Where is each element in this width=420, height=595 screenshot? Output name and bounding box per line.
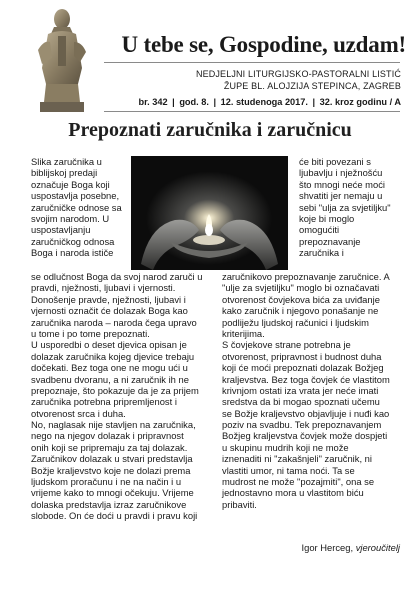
issue-separator: | (213, 97, 217, 107)
text-line: Božjeg kraljevstva čovjek može dospjeti (222, 430, 388, 442)
text-line: uspostavlja posebne, (31, 190, 120, 202)
text-line: kriterijima. (222, 327, 265, 339)
text-line: dolazak zaručnika kojeg djevice trebaju (31, 350, 195, 362)
masthead-subtitle-line-1: NEDJELJNI LITURGIJSKO-PASTORALNI LISTIĆ (195, 69, 401, 79)
text-line: prepoznavanje (299, 235, 361, 247)
text-line: vrijeme kako to mnogi očekuju. Vrijeme (31, 487, 194, 499)
text-line: svadbenu dvoranu, a ni zaručnik ih ne (31, 373, 189, 385)
text-line: kako zaručnik i njegovo ponašanje ne (222, 305, 379, 317)
text-line: kraljevstva. Bez toga čovjek će vlastitom (222, 373, 390, 385)
text-line: pravdi, nježnosti, ljubavi i vjernosti. (31, 282, 176, 294)
text-line: shvatiti jer nemaju u (299, 190, 383, 202)
text-line: koje bi moglo (299, 212, 355, 224)
text-line: će biti povezani s (299, 156, 371, 167)
text-line: iznenaditi ni "zakašnjeli" zaručnik, ni (222, 453, 372, 465)
text-line: biblijskoj predaji (31, 167, 98, 179)
text-line: zaručnikovo prepoznavanje zaručnice. A (222, 271, 390, 282)
text-line: se odlučnost Boga da svoj narod zaruči u (31, 271, 203, 282)
text-line: zaručnika potrebna pripremljenost i (31, 396, 177, 408)
text-line: slobode. On će doći u pravdi i pravu koji (31, 510, 198, 522)
issue-separator: | (312, 97, 316, 107)
text-line: što mnogi neće moći (299, 178, 385, 190)
article-column-left (31, 271, 202, 522)
text-line: sebi "ulja za svjetiljku" (299, 201, 391, 213)
text-line: U usporedbi o deset djevica opisan je (31, 339, 187, 351)
text-line: Slika zaručnika u (31, 156, 102, 167)
text-line: otvorenost čovjekova bića za uviđanje (222, 293, 380, 305)
issue-number: br. 342 (138, 97, 168, 107)
issue-liturgical-sunday: 32. kroz godinu / A (319, 97, 401, 107)
text-line: uspostavljanju (31, 224, 91, 236)
article-column-right (222, 271, 390, 510)
text-line: zaručničke odnose sa (31, 201, 122, 213)
text-line: dolaska predstavlja izraz zaručnikove (31, 498, 187, 510)
masthead-rule-bottom (104, 111, 400, 112)
text-line: u tome i po tome prepoznati. (31, 327, 150, 339)
text-line: podliježu ljudskoj računici i ljudskim (222, 316, 369, 328)
author-name: Igor Herceg, (301, 542, 354, 553)
text-line: sredstva da bi mogao spoznati učemu (222, 396, 380, 408)
text-line: u skupinu mudrih koji ne može (222, 441, 349, 453)
text-line: krivnjom ostati iza vrata jer neće imati (222, 384, 379, 396)
text-line: Boga i naroda ističe (31, 247, 114, 259)
masthead-subtitle-line-2: ŽUPE BL. ALOJZIJA STEPINCA, ZAGREB (223, 81, 401, 91)
issue-line (138, 97, 401, 107)
article-column-left-top (31, 156, 122, 259)
article-column-right-top (299, 156, 391, 259)
text-line: zaručnika naroda – naroda čega upravo (31, 316, 197, 328)
text-line: se Božje kraljevstvo objavljuje i nuđi kao (222, 407, 390, 419)
issue-year: god. 8. (179, 97, 209, 107)
text-line: vlastiti umor, ni tama noći. Ta se (222, 464, 355, 476)
text-line: mudrost ne može "pozajmiti", ona se (222, 476, 375, 488)
text-line: dočekati. Bez toga one ne mogu ući u (31, 362, 188, 374)
issue-separator: | (172, 97, 175, 107)
author-role: vjeroučitelj (355, 542, 400, 553)
text-line: zaručničkog odnosa (31, 235, 115, 247)
article-signature (302, 542, 401, 553)
text-line: svojim narodom. U (31, 212, 110, 224)
text-line: označuje Boga koji (31, 178, 110, 190)
text-line: Zaručnikov dolazak u stvari predstavlja (31, 453, 193, 465)
text-line: No, naglasak nije stavljen na zaručnika, (31, 419, 196, 431)
text-line: vjernosti označit će dolazak Boga kao (31, 305, 188, 317)
text-line: onih koji se pripremaju za taj dolazak. (31, 441, 188, 453)
article-title: Prepoznati zaručnika i zaručnicu (68, 119, 352, 141)
text-line: otvorenost, pripravnost i budnost duha (222, 350, 382, 362)
issue-date: 12. studenoga 2017. (220, 97, 308, 107)
candle-in-hands-photo (131, 156, 288, 270)
text-line: Donošenje pravde, nježnosti, ljubavi i (31, 293, 186, 305)
text-line: S čovjekove strane potrebna je (222, 339, 351, 351)
text-line: omogućiti (299, 224, 340, 236)
text-line: prepoznaje, što pokazuje da je za prijem (31, 384, 199, 396)
masthead-rule-top (104, 62, 400, 63)
text-line: otvorenost srca i duha. (31, 407, 126, 419)
text-line: jednostavno mora u vlastitom biću (222, 487, 364, 499)
text-line: koji će moći prepoznati dolazak Božjeg (222, 362, 384, 374)
text-line: zaručnika i (299, 247, 344, 259)
stepinac-statue-image (30, 6, 94, 114)
text-line: poziv na svadbu. Tek prepoznavanjem (222, 419, 382, 431)
text-line: ljubavlju i nježnošću (299, 167, 383, 179)
text-line: ljudskom proračunu i ne na način i u (31, 476, 182, 488)
masthead-title: U tebe se, Gospodine, uzdam! (121, 32, 406, 57)
text-line: pribaviti. (222, 498, 257, 510)
text-line: Božje kraljevstvo koje ne dolazi prema (31, 464, 191, 476)
text-line: "ulje za svjetiljku" moglo bi označavati (222, 282, 380, 294)
text-line: nego na njegov dolazak i pripravnost (31, 430, 184, 442)
